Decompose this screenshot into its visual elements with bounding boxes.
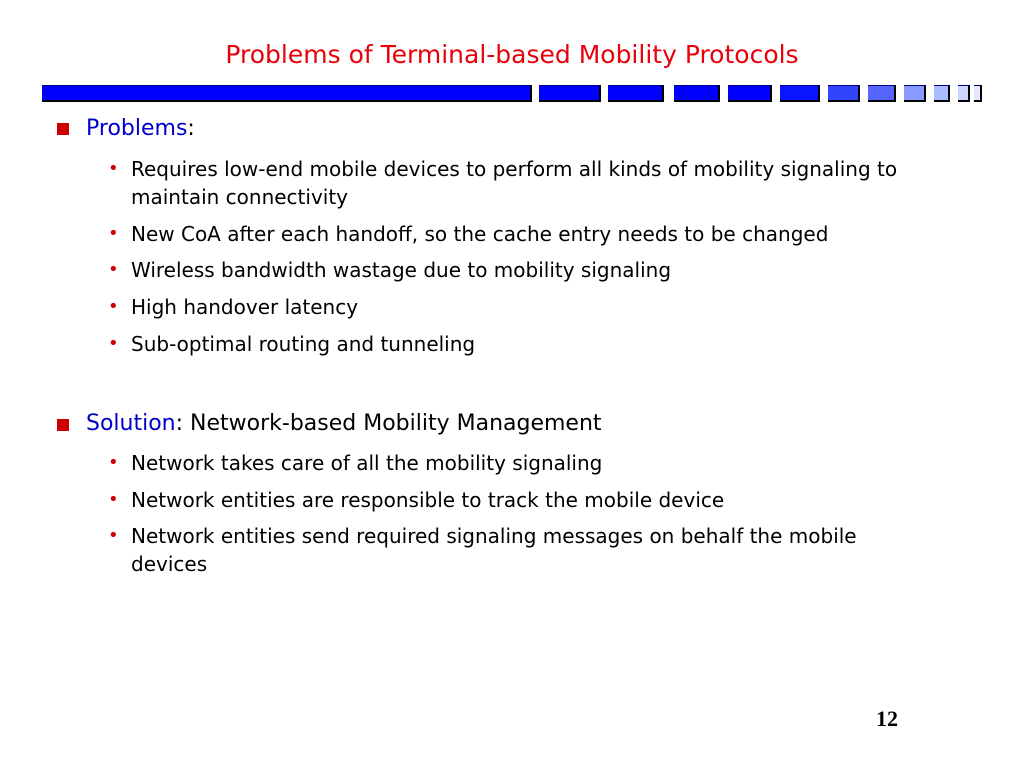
- dot-bullet-icon: •: [108, 489, 119, 510]
- bar-segment: [728, 85, 772, 102]
- dot-bullet-icon: •: [108, 259, 119, 280]
- dot-bullet-icon: •: [108, 223, 119, 244]
- list-item: High handover latency: [131, 295, 359, 319]
- square-bullet-icon: [57, 419, 69, 431]
- page-number: 12: [876, 706, 898, 731]
- bar-segment: [608, 85, 664, 102]
- bar-segment: [674, 85, 720, 102]
- list-item: Network entities are responsible to track the mobile device: [131, 488, 725, 512]
- bar-segment: [780, 85, 820, 102]
- slide-title: Problems of Terminal-based Mobility Protocols: [225, 40, 799, 69]
- list-item: Wireless bandwidth wastage due to mobility signaling: [131, 258, 672, 282]
- dot-bullet-icon: •: [108, 158, 119, 179]
- list-item: New CoA after each handoff, so the cache entry needs to be changed: [131, 222, 829, 246]
- bar-segment: [868, 85, 896, 102]
- dot-bullet-icon: •: [108, 452, 119, 473]
- section-keyword: Solution: [86, 411, 176, 436]
- bar-segment: [828, 85, 860, 102]
- bar-segment: [958, 85, 970, 102]
- bar-segment: [934, 85, 950, 102]
- bar-segment: [42, 85, 532, 102]
- bar-segment: [904, 85, 926, 102]
- section-rest: Network-based Mobility Management: [183, 411, 602, 436]
- bar-segment: [974, 85, 982, 102]
- square-bullet-icon: [57, 123, 69, 135]
- section-heading-problems: [86, 114, 195, 144]
- section-keyword: Problems: [86, 116, 188, 141]
- list-item: Sub-optimal routing and tunneling: [131, 332, 476, 356]
- dot-bullet-icon: •: [108, 296, 119, 317]
- list-item: Network entities send required signaling messages on behalf the mobile devices: [131, 524, 857, 576]
- list-item: Network takes care of all the mobility signaling: [131, 451, 603, 475]
- bar-segment: [539, 85, 601, 102]
- section-separator: :: [175, 411, 184, 436]
- list-item: Requires low-end mobile devices to perform all kinds of mobility signaling to maintain connectivity: [131, 157, 898, 209]
- section-heading-solution: [86, 409, 602, 439]
- section-separator: :: [187, 116, 195, 141]
- dot-bullet-icon: •: [108, 525, 119, 546]
- dot-bullet-icon: •: [108, 333, 119, 354]
